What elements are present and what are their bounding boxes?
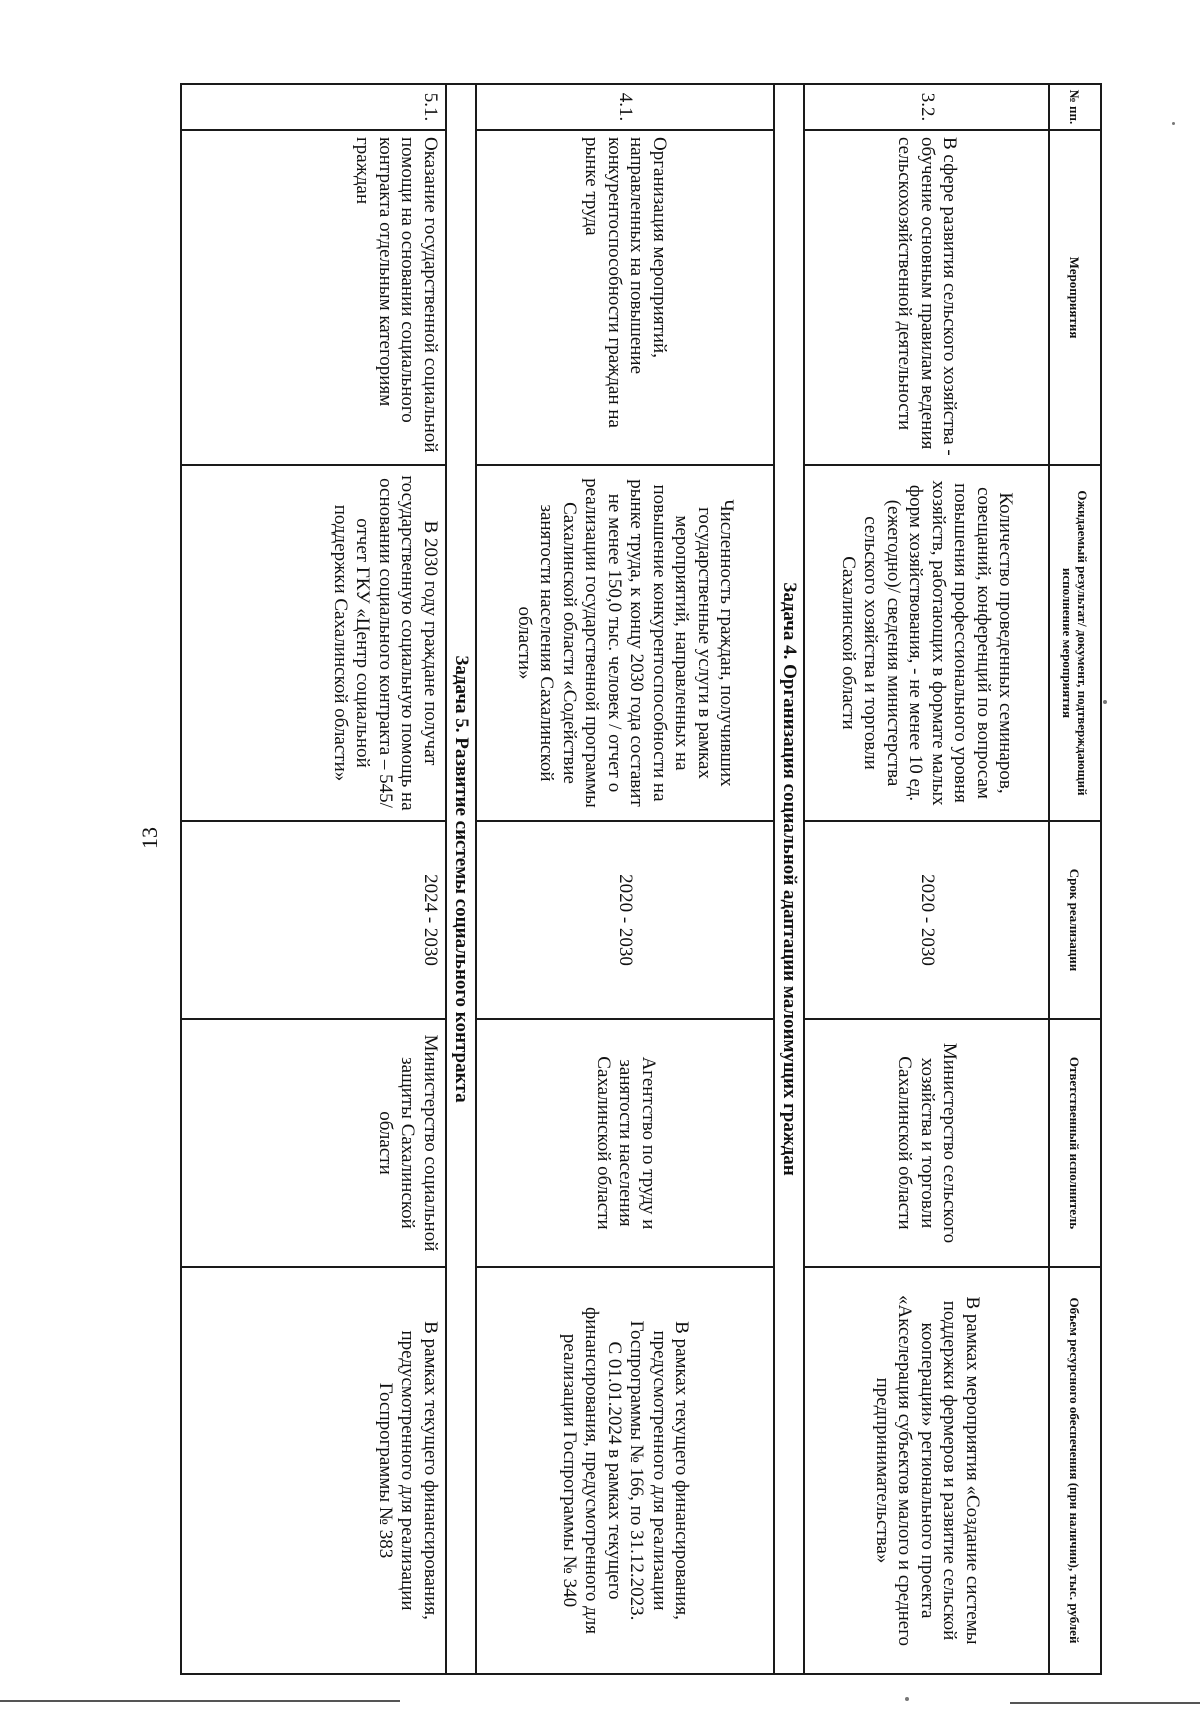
row-4-1-responsible: Агентство по труду и занятости населения Сахалинской области bbox=[476, 1019, 774, 1267]
row-3-2-result: Количество проведенных семинаров, совещаний, конференций по вопросам повышения профессионального уровня хозяйств, работающих в формате малых форм хозяйствования, - не менее 10 ед. (ежегодно)/ сведения министерства сельского хозяйства и торговли Сахалинской области bbox=[804, 465, 1049, 821]
scan-speck bbox=[1103, 700, 1107, 704]
row-4-1-num: 4.1. bbox=[476, 84, 774, 130]
row-5-1-measure: Оказание государственной социальной помощи на основании социального контракта отдельным категориям граждан bbox=[181, 130, 446, 465]
row-4-1-result: Численность граждан, получивших государственные услуги в рамках мероприятий, направленных на повышение конкурентоспособности на рынке труда, к концу 2030 года составит не менее 150,0 тыс. человек / отчет о реализации государственной программы Сахалинской области «Содействие занятости населения Сахалинской области» bbox=[476, 465, 774, 821]
table-row-3-2 bbox=[804, 84, 1049, 1674]
task-5-heading: Задача 5. Развитие системы социального контракта bbox=[446, 84, 476, 1674]
header-measure: Мероприятия bbox=[1049, 130, 1101, 465]
row-3-2-measure: В сфере развития сельского хозяйства - обучение основным правилам ведения сельскохозяйственной деятельности bbox=[804, 130, 1049, 465]
row-5-1-responsible: Министерство социальной защиты Сахалинской области bbox=[181, 1019, 446, 1267]
row-4-1-measure: Организация мероприятий, направленных на повышение конкурентоспособности граждан на рынке труда bbox=[476, 130, 774, 465]
header-num: № пп. bbox=[1049, 84, 1101, 130]
row-3-2-responsible: Министерство сельского хозяйства и торговли Сахалинской области bbox=[804, 1019, 1049, 1267]
row-3-2-num: 3.2. bbox=[804, 84, 1049, 130]
header-funding: Объем ресурсного обеспечения (при наличии), тыс. рублей bbox=[1049, 1267, 1101, 1674]
row-3-2-term: 2020 - 2030 bbox=[804, 821, 1049, 1019]
table-row-5-1 bbox=[181, 84, 446, 1674]
scan-edge-line bbox=[0, 1700, 400, 1702]
header-result: Ожидаемый результат/ документ, подтверждающий исполнение мероприятия bbox=[1049, 465, 1101, 821]
row-5-1-num: 5.1. bbox=[181, 84, 446, 130]
measures-table-rotated bbox=[182, 83, 1102, 1673]
scan-speck bbox=[1172, 122, 1175, 125]
row-5-1-result: В 2030 году граждане получат государственную социальную помощь на основании социального контракта – 545/ отчет ГКУ «Центр социальной поддержки Сахалинской области» bbox=[181, 465, 446, 821]
measures-table bbox=[180, 83, 1102, 1675]
task-5-row bbox=[446, 84, 476, 1674]
header-term: Срок реализации bbox=[1049, 821, 1101, 1019]
scan-edge-line bbox=[1010, 1702, 1200, 1704]
task-4-heading: Задача 4. Организация социальной адаптации малоимущих граждан bbox=[774, 84, 804, 1674]
scan-speck bbox=[905, 1697, 909, 1701]
task-4-row bbox=[774, 84, 804, 1674]
table-row-4-1 bbox=[476, 84, 774, 1674]
row-4-1-term: 2020 - 2030 bbox=[476, 821, 774, 1019]
table-header-row bbox=[1049, 84, 1101, 1674]
row-4-1-funding: В рамках текущего финансирования, предусмотренного для реализации Госпрограммы № 166, по 31.12.2023. С 01.01.2024 в рамках текущего финансирования, предусмотренного для реализации Госпрограммы № 340 bbox=[476, 1267, 774, 1674]
header-responsible: Ответственный исполнитель bbox=[1049, 1019, 1101, 1267]
page-number: 13 bbox=[137, 827, 162, 849]
row-5-1-term: 2024 - 2030 bbox=[181, 821, 446, 1019]
row-3-2-funding: В рамках мероприятия «Создание системы поддержки фермеров и развитие сельской кооперации» регионального проекта «Акселерация субъектов малого и среднего предпринимательства» bbox=[804, 1267, 1049, 1674]
row-5-1-funding: В рамках текущего финансирования, предусмотренного для реализации Госпрограммы № 383 bbox=[181, 1267, 446, 1674]
